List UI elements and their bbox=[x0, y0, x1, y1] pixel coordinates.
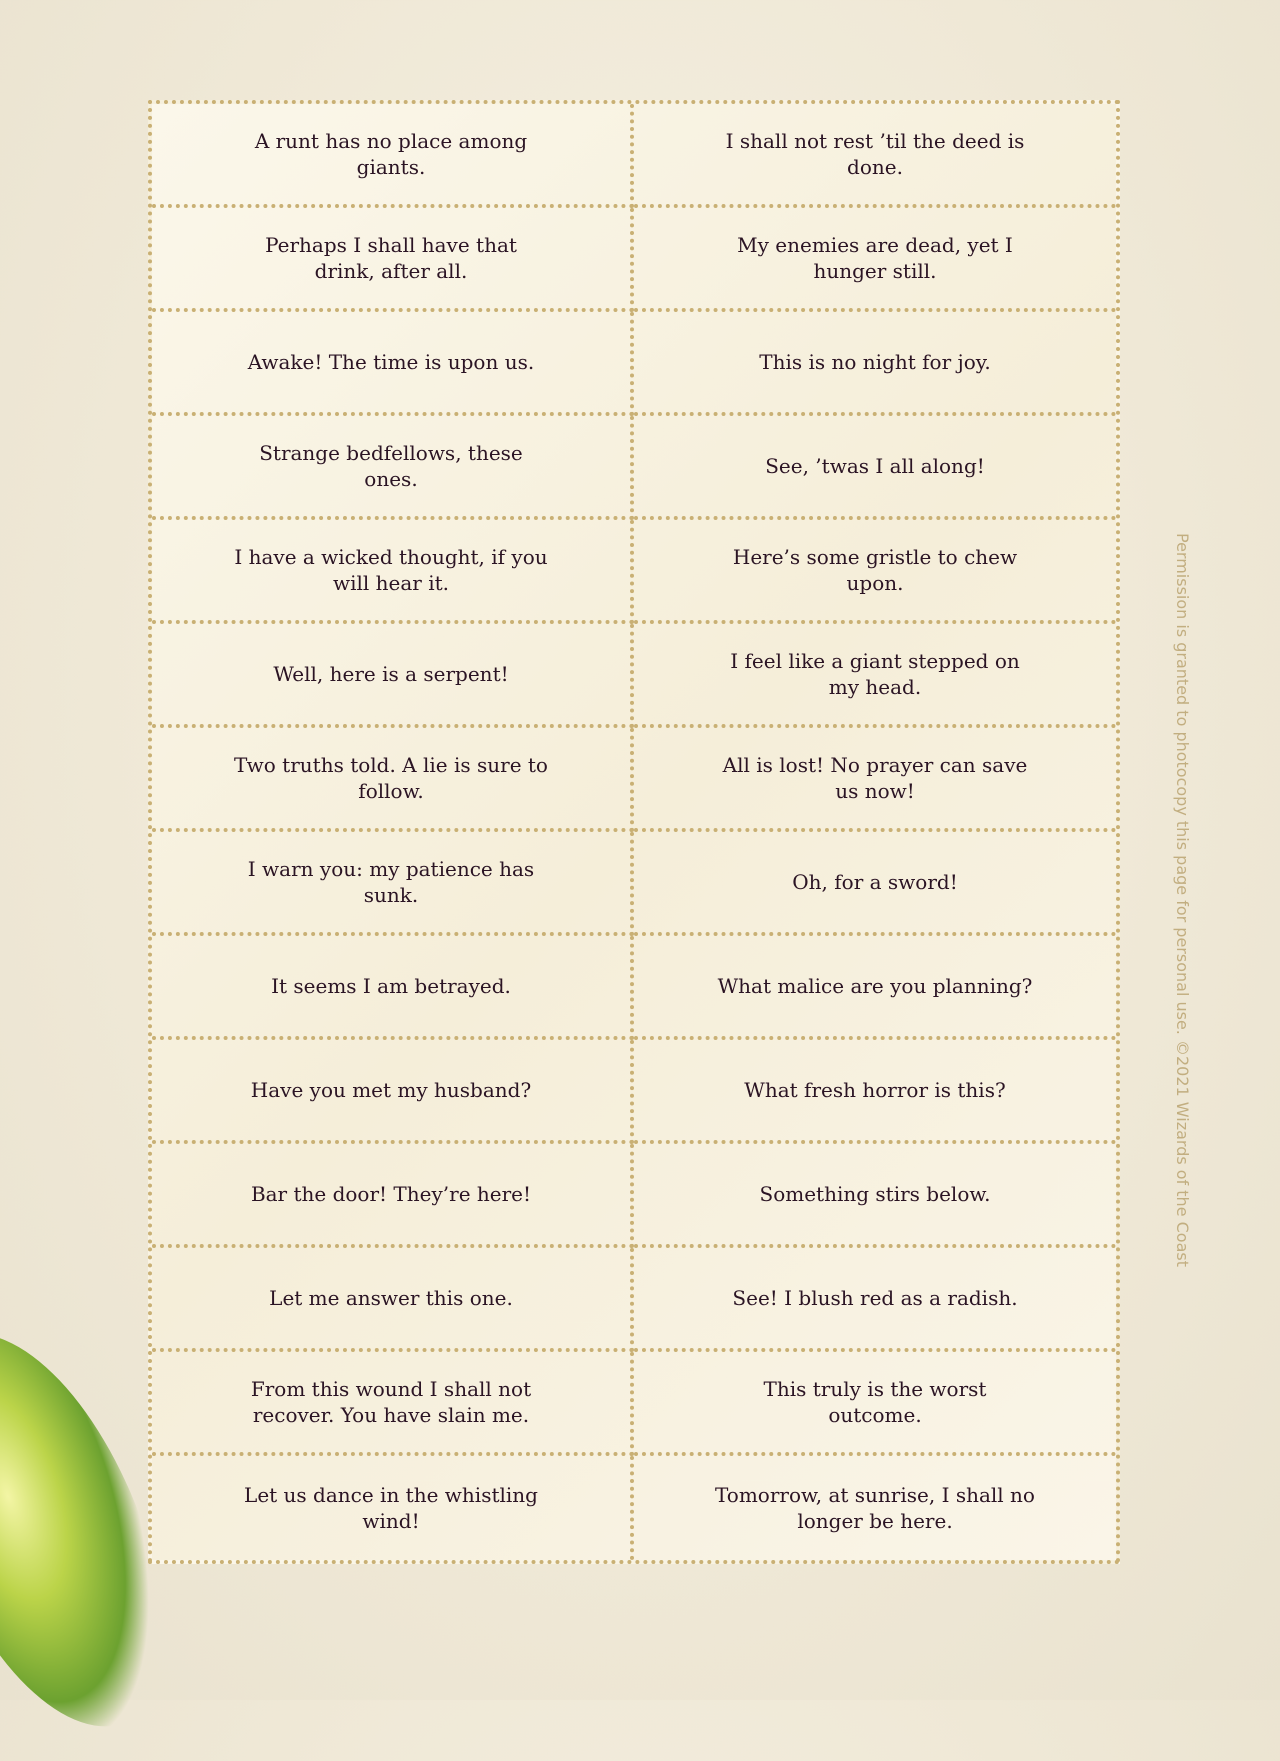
phrase-card: What malice are you planning? bbox=[634, 936, 1116, 1040]
phrase-card: I feel like a giant stepped on my head. bbox=[634, 624, 1116, 728]
phrase-card: Well, here is a serpent! bbox=[152, 624, 634, 728]
phrase-card: Have you met my husband? bbox=[152, 1040, 634, 1144]
phrase-card: What fresh horror is this? bbox=[634, 1040, 1116, 1144]
phrase-card: Let me answer this one. bbox=[152, 1248, 634, 1352]
phrase-card: I shall not rest ’til the deed is done. bbox=[634, 104, 1116, 208]
phrase-card: From this wound I shall not recover. You have slain me. bbox=[152, 1352, 634, 1456]
phrase-card: Tomorrow, at sunrise, I shall no longer be here. bbox=[715, 1483, 1035, 1533]
card-sheet bbox=[148, 100, 1120, 1564]
phrase-card: Let us dance in the whistling wind! bbox=[152, 1456, 634, 1560]
phrase-card: It seems I am betrayed. bbox=[152, 936, 634, 1040]
phrase-card: A runt has no place among giants. bbox=[152, 104, 634, 208]
phrase-card: All is lost! No prayer can save us now! bbox=[634, 728, 1116, 832]
phrase-card: See! I blush red as a radish. bbox=[634, 1248, 1116, 1352]
phrase-card: Strange bedfellows, these ones. bbox=[152, 416, 634, 520]
phrase-card: Perhaps I shall have that drink, after all. bbox=[152, 208, 634, 312]
phrase-card: This is no night for joy. bbox=[634, 312, 1116, 416]
phrase-card: See, ’twas I all along! bbox=[634, 416, 1116, 520]
phrase-card: Bar the door! They’re here! bbox=[152, 1144, 634, 1248]
copyright-notice: Permission is granted to photocopy this page for personal use. ©2021 Wizards of the Coast bbox=[1173, 533, 1192, 1267]
phrase-card: Something stirs below. bbox=[634, 1144, 1116, 1248]
phrase-card: Awake! The time is upon us. bbox=[152, 312, 634, 416]
phrase-card: Oh, for a sword! bbox=[634, 832, 1116, 936]
phrase-card: Two truths told. A lie is sure to follow. bbox=[152, 728, 634, 832]
phrase-card: I warn you: my patience has sunk. bbox=[152, 832, 634, 936]
phrase-card: I have a wicked thought, if you will hear it. bbox=[152, 520, 634, 624]
phrase-card: Here’s some gristle to chew upon. bbox=[634, 520, 1116, 624]
phrase-card: My enemies are dead, yet I hunger still. bbox=[634, 208, 1116, 312]
phrase-card: This truly is the worst outcome. bbox=[634, 1352, 1116, 1456]
